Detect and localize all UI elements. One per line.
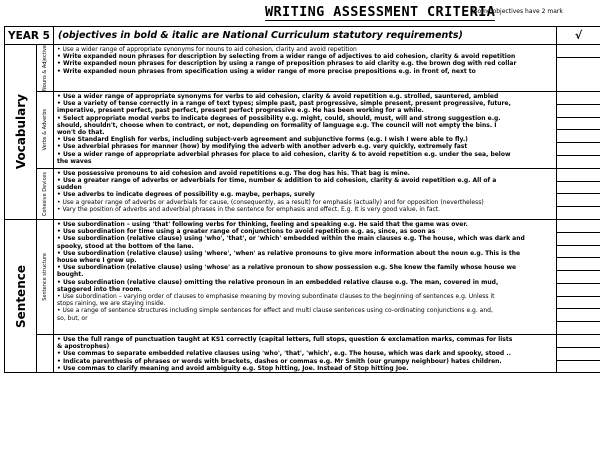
tick-box[interactable] xyxy=(557,246,600,259)
objective-line: • Use adverbs to indicate degrees of possibility e.g. maybe, perhaps, surely xyxy=(57,191,315,199)
objective-line: • Use subordination (relative clause) using 'who', 'that', or 'which' embedded within the main clauses e.g. The house, which was dark and xyxy=(57,235,525,243)
tick-cell xyxy=(557,45,600,92)
objective-line: • Use subordination (relative clause) using 'where', 'when' as relative pronouns to give more information about the noun e.g. This is the xyxy=(57,249,521,257)
section-label-cell xyxy=(5,219,37,373)
tick-box[interactable] xyxy=(557,118,600,131)
table-header-row xyxy=(5,27,600,45)
tick-box-column xyxy=(557,169,600,219)
tick-cell xyxy=(557,335,600,373)
tick-box[interactable] xyxy=(557,361,600,373)
objective-line: stops raining, we are staying inside. xyxy=(57,300,166,308)
subsection-label-cell xyxy=(37,45,54,92)
tick-box[interactable] xyxy=(557,297,600,310)
objective-line: • Use subordination (relative clause) using 'whose' as a relative pronoun to show possession e.g. She knew the family whose house we xyxy=(57,264,517,272)
objective-line: • Use Standard English for verbs, including subject-verb agreement and subjunctive forms (e.g. I wish I were able to fly.) xyxy=(57,136,468,144)
objective-line: • Use subordination – using 'that' following verbs for thinking, feeling and speaking e.g. He said that the game was over. xyxy=(57,220,468,228)
tick-box[interactable] xyxy=(557,130,600,143)
objective-line: • Write expanded noun phrases from specification using a wider range of more precise prepositions e.g. in front of, next to xyxy=(57,67,476,75)
objectives-cell xyxy=(54,335,557,373)
tick-box[interactable] xyxy=(557,194,600,207)
objective-line: • Indicate parenthesis of phrases or words with brackets, dashes or commas e.g. Mr Smith (our grumpy neighbour) hates children. xyxy=(57,357,502,365)
objective-line: • Select appropriate modal verbs to indicate degrees of possibility e.g. might, could, should, must, will and strong suggestion e.g. xyxy=(57,114,501,122)
tick-box[interactable] xyxy=(557,45,600,58)
page-title: WRITING ASSESSMENT CRITERIA xyxy=(265,4,496,20)
objectives-cell xyxy=(54,168,557,219)
objective-line: • Write expanded noun phrases for description by using a range of preposition phrases to aid clarity e.g. the brown dog with red collar xyxy=(57,60,517,68)
objective-line: spooky, stood at the bottom of the lane. xyxy=(57,242,194,250)
objective-line: • Write expanded noun phrases for description by selecting from a wider range of adjectives to aid cohesion, clarity & avoid repetition xyxy=(57,53,516,61)
subsection-label-cell xyxy=(37,335,54,373)
subsection-title: Nouns & Adjective xyxy=(42,45,48,91)
objective-line: • Use the full range of punctuation taught at KS1 correctly (capital letters, full stops, question & exclamation marks, commas for lists xyxy=(57,336,513,344)
tick-box[interactable] xyxy=(557,258,600,271)
tick-box[interactable] xyxy=(557,271,600,284)
objective-line: • Use a wider range of appropriate synonyms for verbs to aid cohesion, clarity & avoid repetition e.g. strolled, sauntered, ambled xyxy=(57,92,499,100)
criteria-table xyxy=(4,26,600,373)
objective-line: & apostrophes) xyxy=(57,343,110,351)
objective-line: bought. xyxy=(57,271,84,279)
objective-line: • Vary the position of adverbs and adverbial phrases in the sentence for emphasis and effect. E.g. It is very good value, in fact. xyxy=(57,205,441,213)
criteria-row xyxy=(5,219,600,334)
tick-box[interactable] xyxy=(557,58,600,70)
tick-box[interactable] xyxy=(557,182,600,195)
objective-line: staggered into the room. xyxy=(57,285,143,293)
table-header-description: (objectives in bold & italic are National Curriculum statutory requirements) xyxy=(54,27,557,45)
tick-box[interactable] xyxy=(557,207,600,219)
subsection-title: Cohesive Devices xyxy=(42,171,48,216)
subsection-label-cell xyxy=(37,219,54,334)
subsection-label-cell xyxy=(37,91,54,168)
tick-box-column xyxy=(557,45,600,70)
tick-box[interactable] xyxy=(557,284,600,297)
objective-line: • Use a wider range of appropriate adverbial phrases for place to aid cohesion, clarity & to avoid repetition e.g. under the sea, below xyxy=(57,150,511,158)
tick-cell xyxy=(557,91,600,168)
objective-line: imperative, present perfect, past perfect, present perfect progressive e.g. He has been working for a while. xyxy=(57,107,424,115)
tick-box[interactable] xyxy=(557,169,600,182)
objective-line: • Use subordination (relative clause) omitting the relative pronoun in an embedded relative clause e.g. The man, covered in mud, xyxy=(57,278,499,286)
tick-box[interactable] xyxy=(557,143,600,156)
tick-box[interactable] xyxy=(557,335,600,348)
section-label-cell xyxy=(5,45,37,220)
tick-cell xyxy=(557,219,600,334)
objective-line: house where I grew up. xyxy=(57,256,137,264)
objective-line: • Use subordination for time using a greater range of conjunctions to avoid repetition e.g. as, since, as soon as xyxy=(57,228,436,236)
criteria-row xyxy=(5,335,600,373)
objective-line: • Use a greater range of adverbs or adverbials for time, number & addition to aid cohesion, clarity & avoid repetition e.g. All of a xyxy=(57,176,497,184)
objective-line: • Use a variety of tense correctly in a range of text types; simple past, past progressive, simple present, present progressive, future, xyxy=(57,100,511,108)
objective-line: • Use possessive pronouns to aid cohesion and avoid repetitions e.g. The dog has his. That bag is mine. xyxy=(57,169,410,177)
tick-box[interactable] xyxy=(557,220,600,233)
title-note: (some objectives have 2 mark xyxy=(472,8,563,15)
subsection-label-cell xyxy=(37,168,54,219)
objective-line: • Use a range of sentence structures including simple sentences for effect and multi clause sentences using co-ordinating conjunctions e.g. and, xyxy=(57,307,493,315)
criteria-row xyxy=(5,45,600,92)
tick-box[interactable] xyxy=(557,322,600,334)
objective-line: • Use commas to separate embedded relative clauses using 'who', 'that', 'which', e.g. The house, which was dark and spooky, stood .. xyxy=(57,350,511,358)
section-title: Vocabulary xyxy=(13,94,28,170)
tick-header: √ xyxy=(557,27,600,45)
objective-line: the waves xyxy=(57,157,92,165)
objective-line: sudden xyxy=(57,184,82,192)
subsection-title: Verbs & Adverbs xyxy=(42,109,48,151)
objective-line: • Use subordination – varying order of clauses to emphasise meaning by moving subordinate clauses to the beginning of sentences e.g. Unless it xyxy=(57,292,495,300)
objective-line: • Use a greater range of adverbs or adverbials for cause, (consequently, as a result) for emphasis (actually) and for opposition (nevertheless) xyxy=(57,198,484,206)
section-title: Sentence xyxy=(13,264,28,328)
objectives-cell xyxy=(54,45,557,92)
tick-box-column xyxy=(557,335,600,372)
tick-box[interactable] xyxy=(557,92,600,105)
objective-line: won't do that. xyxy=(57,128,105,136)
subsection-title: Sentence structure xyxy=(42,253,48,301)
criteria-row xyxy=(5,91,600,168)
tick-box[interactable] xyxy=(557,348,600,361)
objectives-cell xyxy=(54,91,557,168)
tick-box[interactable] xyxy=(557,156,600,168)
objective-line: so, but, or xyxy=(57,314,88,322)
tick-box-column xyxy=(557,220,600,334)
tick-box[interactable] xyxy=(557,105,600,118)
tick-box-column xyxy=(557,92,600,168)
objective-line: should, shouldn't, choose when to contract, or not, depending on formality of language e.g. The council will not empty the bins. I xyxy=(57,121,497,129)
year-label: YEAR 5 xyxy=(5,27,54,45)
tick-box[interactable] xyxy=(557,309,600,322)
objective-line: • Use adverbial phrases for manner (how) by modifying the adverb with another adverb e.g. very quickly, extremely fast xyxy=(57,143,468,151)
objective-line: • Use a wider range of appropriate synonyms for nouns to aid cohesion, clarity and avoid repetition xyxy=(57,46,357,53)
tick-box[interactable] xyxy=(557,233,600,246)
objective-line: • Use commas to clarify meaning and avoid ambiguity e.g. Stop hitting, Joe. Instead of Stop hitting Joe. xyxy=(57,364,409,372)
objectives-cell xyxy=(54,219,557,334)
tick-cell xyxy=(557,168,600,219)
criteria-row xyxy=(5,168,600,219)
